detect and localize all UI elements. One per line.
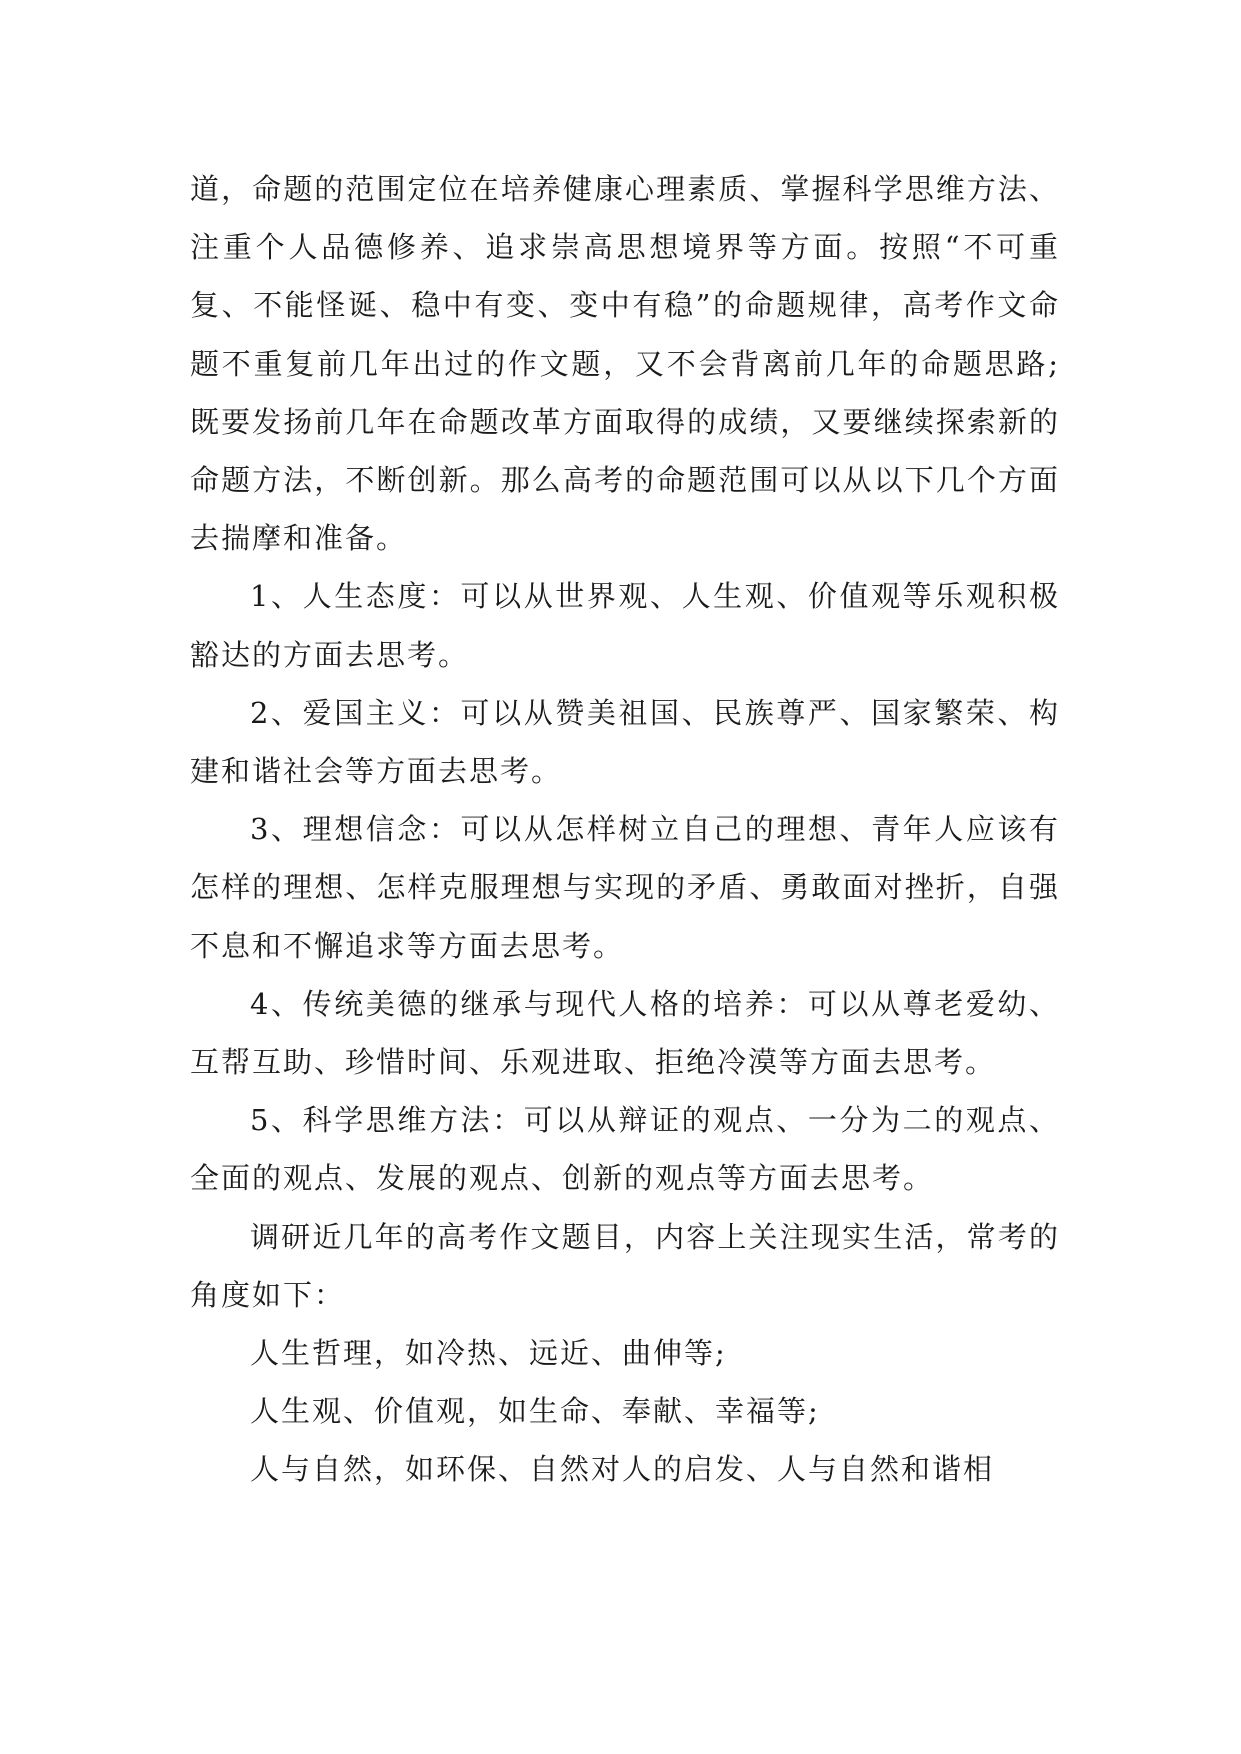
paragraph-values: 人生观、价值观，如生命、奉献、幸福等; [250,1394,820,1429]
paragraph-scientific-thinking: 5、科学思维方法：可以从辩证的观点、一分为二的观点、全面的观点、发展的观点、创新的观点等方面去思考。 [190,1103,1060,1196]
paragraph-ideals-beliefs: 3、理想信念：可以从怎样树立自己的理想、青年人应该有怎样的理想、怎样克服理想与实现的矛盾、勇敢面对挫折，自强不息和不懈追求等方面去思考。 [190,812,1060,963]
paragraph-life-philosophy: 人生哲理，如冷热、远近、曲伸等; [250,1336,727,1371]
paragraph-research-intro: 调研近几年的高考作文题目，内容上关注现实生活，常考的角度如下： [190,1219,1060,1312]
paragraph-continuation: 道，命题的范围定位在培养健康心理素质、掌握科学思维方法、注重个人品德修养、追求崇高思想境界等方面。按照“不可重复、不能怪诞、稳中有变、变中有稳”的命题规律，高考作文命题不重复前几年出过的作文题，又不会背离前几年的命题思路;既要发扬前几年在命题改革方面取得的成绩，又要继续探索新的命题方法，不断创新。那么高考的命题范围可以从以下几个方面去揣摩和准备。 [190,172,1060,556]
paragraph-life-attitude: 1、人生态度：可以从世界观、人生观、价值观等乐观积极豁达的方面去思考。 [190,579,1060,672]
paragraph-traditional-virtues: 4、传统美德的继承与现代人格的培养：可以从尊老爱幼、互帮互助、珍惜时间、乐观进取、拒绝冷漠等方面去思考。 [190,986,1060,1080]
document-body [190,160,1060,1499]
paragraph-nature: 人与自然，如环保、自然对人的启发、人与自然和谐相 [250,1452,995,1487]
paragraph-patriotism: 2、爱国主义：可以从赞美祖国、民族尊严、国家繁荣、构建和谐社会等方面去思考。 [190,695,1060,789]
